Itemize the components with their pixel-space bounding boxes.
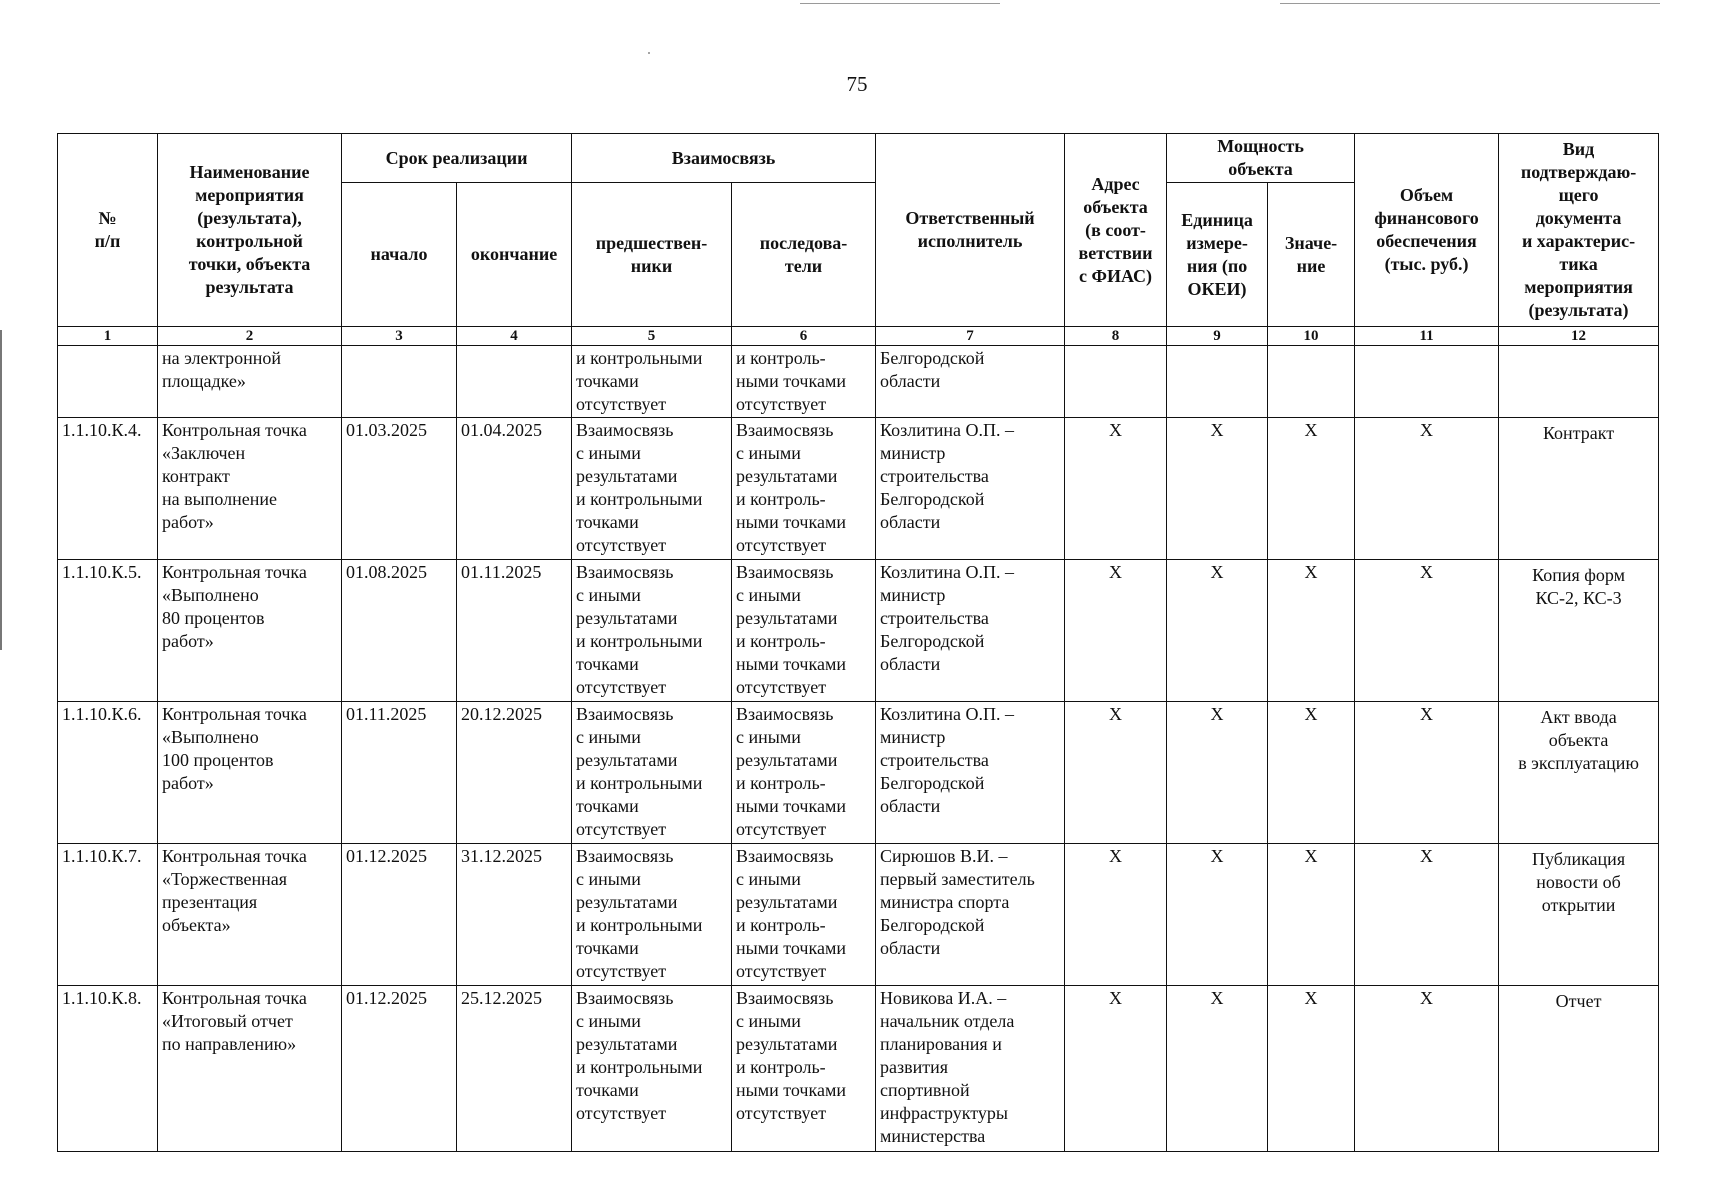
table-row xyxy=(58,418,1659,560)
cell-name: на электронной площадке» xyxy=(158,346,342,418)
column-number: 8 xyxy=(1065,327,1167,346)
header-financing: Объем финансового обеспечения (тыс. руб.) xyxy=(1355,134,1499,327)
cell-successors: и контроль- ными точками отсутствует xyxy=(732,346,876,418)
column-number: 6 xyxy=(732,327,876,346)
table-row xyxy=(58,560,1659,702)
cell-document: Отчет xyxy=(1499,986,1659,1152)
cell-document: Контракт xyxy=(1499,418,1659,560)
page-number: 75 xyxy=(846,72,868,96)
column-number: 12 xyxy=(1499,327,1659,346)
table-header-row xyxy=(58,134,1659,183)
results-table xyxy=(57,133,1659,1152)
cell-document: Копия форм КС-2, КС-3 xyxy=(1499,560,1659,702)
scan-artifact-edge xyxy=(0,330,2,650)
cell-responsible: Козлитина О.П. – министр строительства Белгородской области xyxy=(876,702,1065,844)
cell-name: Контрольная точка «Заключен контракт на выполнение работ» xyxy=(158,418,342,560)
cell-name: Контрольная точка «Выполнено 100 процентов работ» xyxy=(158,702,342,844)
cell-number xyxy=(58,346,158,418)
cell-end: 25.12.2025 xyxy=(457,986,572,1152)
cell-end: 20.12.2025 xyxy=(457,702,572,844)
column-number: 7 xyxy=(876,327,1065,346)
column-number: 9 xyxy=(1167,327,1268,346)
cell-predecessors: Взаимосвязь с иными результатами и контрольными точками отсутствует xyxy=(572,560,732,702)
cell-unit: X xyxy=(1167,702,1268,844)
cell-address: X xyxy=(1065,560,1167,702)
cell-value: X xyxy=(1268,986,1355,1152)
cell-address: X xyxy=(1065,702,1167,844)
cell-successors: Взаимосвязь с иными результатами и контроль- ными точками отсутствует xyxy=(732,418,876,560)
cell-name: Контрольная точка «Выполнено 80 процентов работ» xyxy=(158,560,342,702)
cell-number: 1.1.10.К.4. xyxy=(58,418,158,560)
cell-start xyxy=(342,346,457,418)
cell-end: 01.11.2025 xyxy=(457,560,572,702)
header-term-group: Срок реализации xyxy=(342,134,572,183)
table-row-continuation xyxy=(58,346,1659,418)
column-number: 10 xyxy=(1268,327,1355,346)
column-number: 5 xyxy=(572,327,732,346)
cell-financing: X xyxy=(1355,418,1499,560)
cell-unit: X xyxy=(1167,418,1268,560)
cell-responsible: Сирюшов В.И. – первый заместитель министра спорта Белгородской области xyxy=(876,844,1065,986)
cell-start: 01.08.2025 xyxy=(342,560,457,702)
cell-responsible: Козлитина О.П. – министр строительства Белгородской области xyxy=(876,560,1065,702)
cell-address: X xyxy=(1065,418,1167,560)
cell-address: X xyxy=(1065,986,1167,1152)
cell-financing: X xyxy=(1355,702,1499,844)
cell-number: 1.1.10.К.5. xyxy=(58,560,158,702)
header-name: Наименование мероприятия (результата), контрольной точки, объекта результата xyxy=(158,134,342,327)
column-number: 11 xyxy=(1355,327,1499,346)
column-number: 4 xyxy=(457,327,572,346)
cell-successors: Взаимосвязь с иными результатами и контроль- ными точками отсутствует xyxy=(732,986,876,1152)
cell-responsible: Белгородской области xyxy=(876,346,1065,418)
cell-value: X xyxy=(1268,702,1355,844)
cell-financing: X xyxy=(1355,986,1499,1152)
cell-responsible: Козлитина О.П. – министр строительства Белгородской области xyxy=(876,418,1065,560)
cell-name: Контрольная точка «Торжественная презентация объекта» xyxy=(158,844,342,986)
cell-unit: X xyxy=(1167,986,1268,1152)
header-successors: последова- тели xyxy=(732,183,876,327)
cell-financing: X xyxy=(1355,560,1499,702)
cell-value: X xyxy=(1268,418,1355,560)
cell-document: Публикация новости об открытии xyxy=(1499,844,1659,986)
header-start: начало xyxy=(342,183,457,327)
cell-predecessors: Взаимосвязь с иными результатами и контрольными точками отсутствует xyxy=(572,844,732,986)
header-predecessors: предшествен- ники xyxy=(572,183,732,327)
cell-document: Акт ввода объекта в эксплуатацию xyxy=(1499,702,1659,844)
cell-start: 01.11.2025 xyxy=(342,702,457,844)
cell-predecessors: и контрольными точками отсутствует xyxy=(572,346,732,418)
cell-unit: X xyxy=(1167,560,1268,702)
cell-number: 1.1.10.К.8. xyxy=(58,986,158,1152)
cell-number: 1.1.10.К.6. xyxy=(58,702,158,844)
header-value: Значе- ние xyxy=(1268,183,1355,327)
column-numbers-row xyxy=(58,327,1659,346)
header-document: Вид подтверждаю- щего документа и характерис- тика мероприятия (результата) xyxy=(1499,134,1659,327)
cell-start: 01.03.2025 xyxy=(342,418,457,560)
cell-address: X xyxy=(1065,844,1167,986)
cell-successors: Взаимосвязь с иными результатами и контроль- ными точками отсутствует xyxy=(732,560,876,702)
cell-name: Контрольная точка «Итоговый отчет по направлению» xyxy=(158,986,342,1152)
cell-end: 01.04.2025 xyxy=(457,418,572,560)
cell-responsible: Новикова И.А. – начальник отдела планирования и развития спортивной инфраструктуры министерства xyxy=(876,986,1065,1152)
cell-unit xyxy=(1167,346,1268,418)
cell-successors: Взаимосвязь с иными результатами и контроль- ными точками отсутствует xyxy=(732,844,876,986)
cell-document xyxy=(1499,346,1659,418)
cell-value: X xyxy=(1268,560,1355,702)
cell-address xyxy=(1065,346,1167,418)
column-number: 3 xyxy=(342,327,457,346)
header-responsible: Ответственный исполнитель xyxy=(876,134,1065,327)
column-number: 2 xyxy=(158,327,342,346)
cell-predecessors: Взаимосвязь с иными результатами и контрольными точками отсутствует xyxy=(572,986,732,1152)
table-row xyxy=(58,844,1659,986)
scan-artifact-dot xyxy=(648,52,650,54)
header-address: Адрес объекта (в соот- ветствии с ФИАС) xyxy=(1065,134,1167,327)
cell-value xyxy=(1268,346,1355,418)
cell-successors: Взаимосвязь с иными результатами и контроль- ными точками отсутствует xyxy=(732,702,876,844)
header-link-group: Взаимосвязь xyxy=(572,134,876,183)
cell-financing: X xyxy=(1355,844,1499,986)
cell-end: 31.12.2025 xyxy=(457,844,572,986)
scan-artifact-line xyxy=(800,3,1000,4)
cell-predecessors: Взаимосвязь с иными результатами и контрольными точками отсутствует xyxy=(572,702,732,844)
header-end: окончание xyxy=(457,183,572,327)
column-number: 1 xyxy=(58,327,158,346)
table-row xyxy=(58,702,1659,844)
cell-financing xyxy=(1355,346,1499,418)
cell-unit: X xyxy=(1167,844,1268,986)
cell-predecessors: Взаимосвязь с иными результатами и контрольными точками отсутствует xyxy=(572,418,732,560)
cell-start: 01.12.2025 xyxy=(342,844,457,986)
scan-artifact-line xyxy=(1280,3,1660,4)
header-power-group: Мощность объекта xyxy=(1167,134,1355,183)
table-row xyxy=(58,986,1659,1152)
header-number: № п/п xyxy=(58,134,158,327)
cell-number: 1.1.10.К.7. xyxy=(58,844,158,986)
cell-end xyxy=(457,346,572,418)
cell-value: X xyxy=(1268,844,1355,986)
cell-start: 01.12.2025 xyxy=(342,986,457,1152)
header-unit: Единица измере- ния (по ОКЕИ) xyxy=(1167,183,1268,327)
